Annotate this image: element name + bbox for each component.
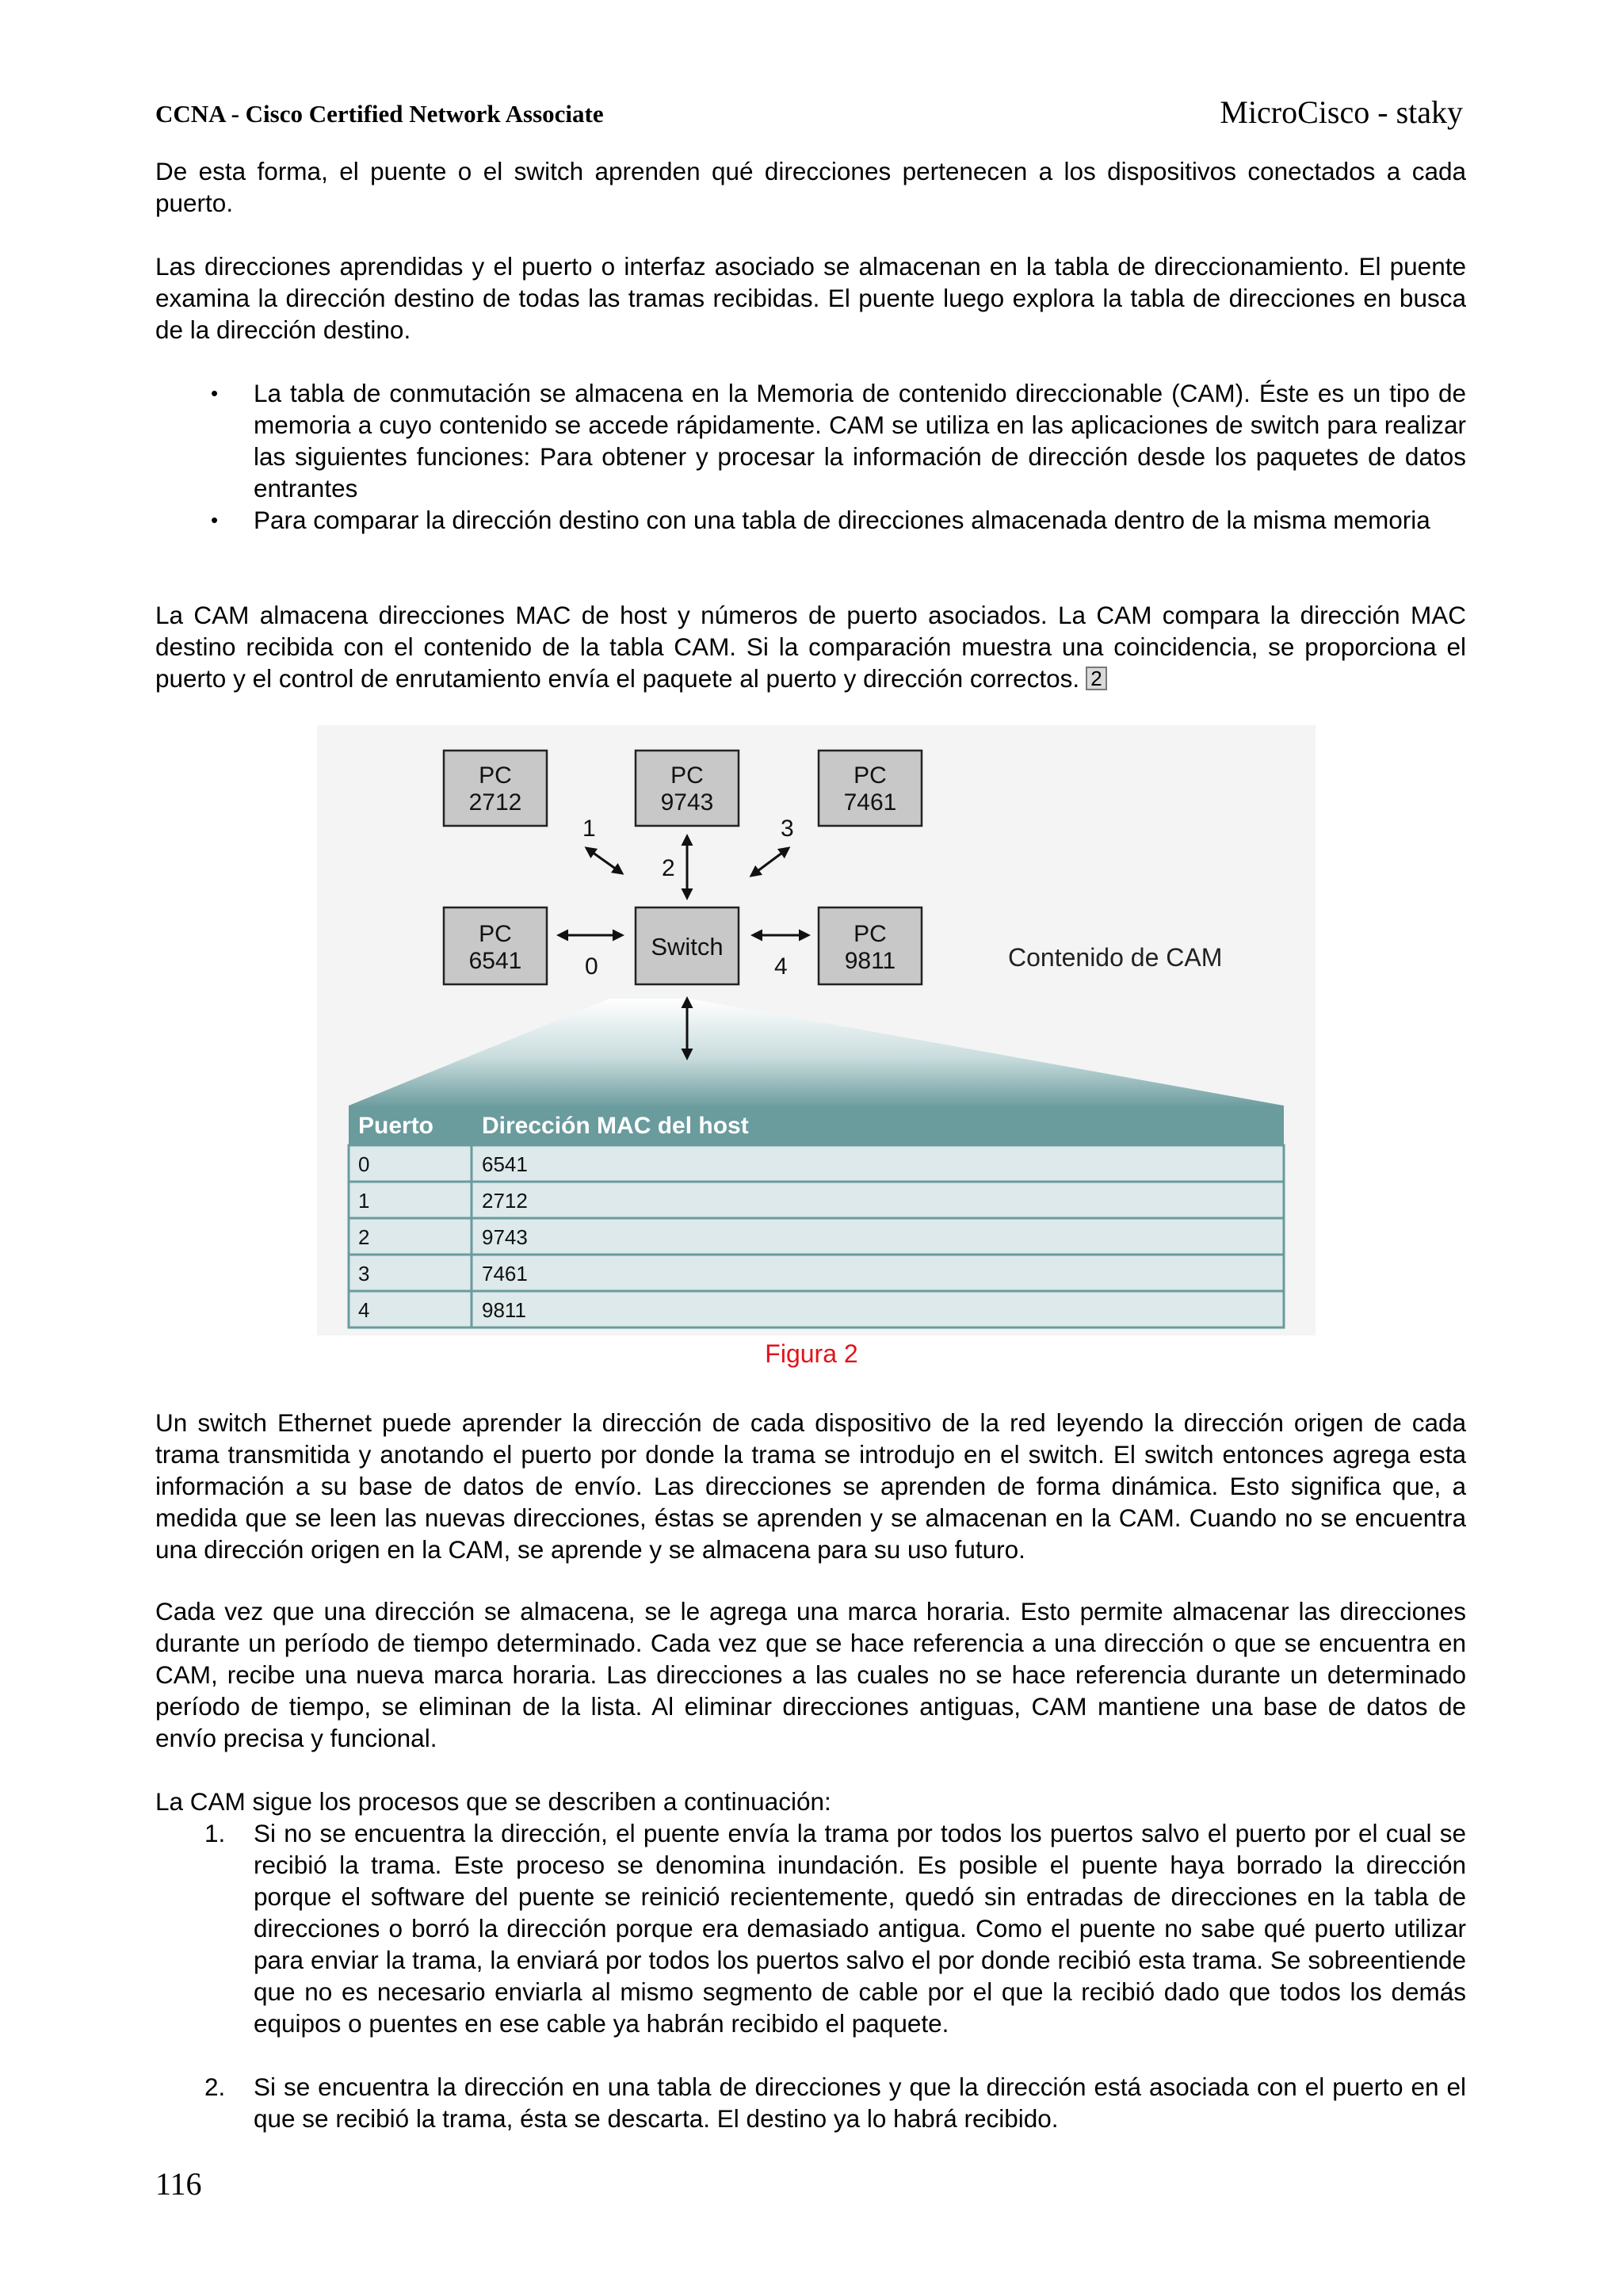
svg-text:9811: 9811 [482,1298,526,1322]
svg-text:PC: PC [854,762,887,789]
svg-text:2712: 2712 [482,1189,528,1213]
svg-text:1: 1 [358,1189,370,1213]
table-row [349,1218,1284,1255]
list-item-1: Si no se encuentra la dirección, el puente envía la trama por todos los puertos salvo el puerto por el cual se recibió la trama. Este proceso se denomina inundación. Es posible el puente haya borrado la dirección porque el software del puente se reinició recientemente, quedó sin entradas de direcciones en la tabla de direcciones o borró la dirección porque era demasiado antigua. Como el puente no sabe qué puerto utilizar para enviar la trama, la enviará por todos los puertos salvo el por donde recibió esta trama. Se sobreentiende que no es necesario enviarla al mismo segmento de cable por el que la recibió dado que todos los demás equipos o puentes en ese cable ya habrán recibido el paquete. [254,1819,1466,2038]
figure-caption: Figura 2 [765,1339,858,1368]
header-title: CCNA - Cisco Certified Network Associate [155,100,604,128]
paragraph-3-text: La CAM almacena direcciones MAC de host y números de puerto asociados. La CAM compara la dirección MAC destino recibida con el contenido de la tabla CAM. Si la comparación muestra una coincidencia, se proporciona el puerto y el control de enrutamiento envía el paquete al puerto y dirección correctos. [155,601,1466,693]
list-number-2: 2. [204,2073,226,2101]
svg-text:3: 3 [358,1262,370,1286]
pc-9811 [819,907,922,984]
paragraph-1: De esta forma, el puente o el switch aprenden qué direcciones pertenecen a los dispositivos conectados a cada puerto. [155,157,1466,217]
svg-text:4: 4 [358,1298,370,1322]
port-label-1: 1 [582,816,596,842]
figure-reference-link[interactable]: 2 [1086,667,1106,690]
svg-text:6541: 6541 [468,948,522,974]
list-item-2: Si se encuentra la dirección en una tabla de direcciones y que la dirección está asociada con el puerto en el que se recibió la trama, ésta se descarta. El destino ya lo habrá recibido. [254,2073,1466,2133]
bullet-item-1: La tabla de conmutación se almacena en la Memoria de contenido direccionable (CAM). Éste es un tipo de memoria a cuyo contenido se accede rápidamente. CAM se utiliza en las aplicaciones de switch para realizar las siguientes funciones: Para obtener y procesar la información de dirección desde los paquetes de datos entrantes [254,379,1466,502]
list-number-1: 1. [204,1819,226,1847]
paragraph-6: La CAM sigue los procesos que se describen a continuación: [155,1787,831,1816]
svg-text:2: 2 [358,1225,370,1249]
table-row [349,1255,1284,1291]
pc-9743 [636,751,739,826]
svg-text:9743: 9743 [482,1225,528,1249]
port-label-4: 4 [774,953,788,980]
paragraph-5: Cada vez que una dirección se almacena, se le agrega una marca horaria. Esto permite almacenar las direcciones durante un período de tiempo determinado. Cada vez que se hace referencia a una dirección o que se encuentra en CAM, recibe una nueva marca horaria. Las direcciones a las cuales no se hace referencia durante un determinado período de tiempo, se eliminan de la lista. Al eliminar direcciones antiguas, CAM mantiene una base de datos de envío precisa y funcional. [155,1597,1466,1752]
table-row [349,1291,1284,1328]
cam-figure [317,725,1316,1335]
svg-text:2712: 2712 [468,789,522,816]
bullet-marker: • [211,508,219,532]
header-author: MicroCisco - staky [1220,94,1463,130]
svg-text:PC: PC [479,921,512,947]
svg-text:PC: PC [854,921,887,947]
paragraph-2: Las direcciones aprendidas y el puerto o interfaz asociado se almacenan en la tabla de direccionamiento. El puente examina la dirección destino de todas las tramas recibidas. El puente luego explora la tabla de direcciones en busca de la dirección destino. [155,252,1466,344]
svg-text:PC: PC [479,762,512,789]
paragraph-4: Un switch Ethernet puede aprender la dirección de cada dispositivo de la red leyendo la dirección origen de cada trama transmitida y anotando el puerto por donde la trama se introdujo en el switch. El switch entonces agrega esta información a su base de datos de envío. Las direcciones se aprenden de forma dinámica. Esto significa que, a medida que se leen las nuevas direcciones, éstas se aprenden y se almacenan en la CAM. Cuando no se encuentra una dirección origen en la CAM, se aprende y se almacena para su uso futuro. [155,1408,1466,1564]
cam-table [349,1106,1284,1328]
port-label-3: 3 [781,816,794,842]
svg-text:7461: 7461 [843,789,897,816]
table-header-port: Puerto [358,1113,434,1139]
svg-text:9743: 9743 [660,789,714,816]
paragraph-3 [155,599,1466,694]
table-row [349,1182,1284,1218]
port-label-0: 0 [585,953,598,980]
svg-text:Switch: Switch [651,933,724,961]
port-label-2: 2 [662,855,675,881]
bullet-item-2: Para comparar la dirección destino con una tabla de direcciones almacenada dentro de la misma memoria [254,506,1430,534]
bullet-marker: • [211,381,219,405]
svg-text:9811: 9811 [844,948,896,974]
table-row [349,1145,1284,1182]
switch-node [636,907,739,984]
page-number: 116 [155,2166,202,2202]
svg-text:0: 0 [358,1152,370,1176]
svg-text:PC: PC [670,762,704,789]
pc-6541 [444,907,547,984]
svg-text:6541: 6541 [482,1152,528,1176]
svg-text:7461: 7461 [482,1262,528,1286]
pc-7461 [819,751,922,826]
pc-2712 [444,751,547,826]
table-header-mac: Dirección MAC del host [482,1113,749,1139]
cam-content-label: Contenido de CAM [1008,943,1223,972]
